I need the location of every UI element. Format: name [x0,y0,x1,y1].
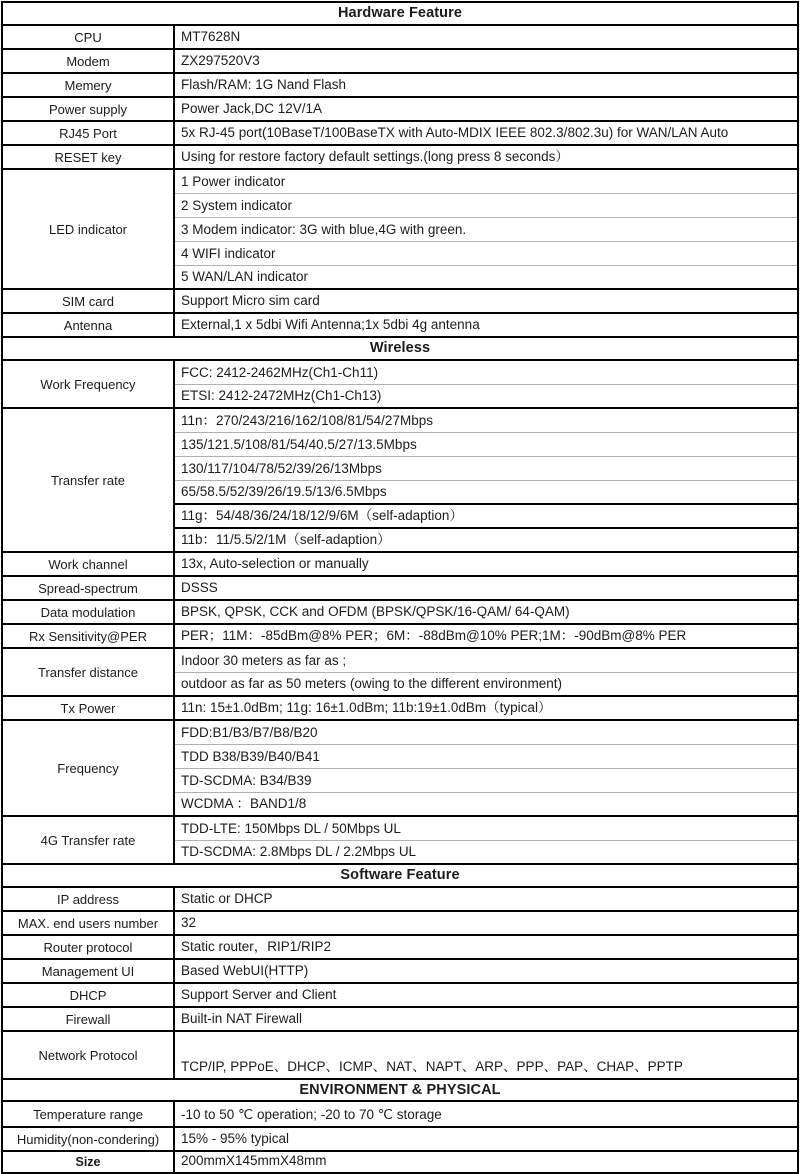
row-value-line: Indoor 30 meters as far as ; [174,648,798,672]
row-value-line: 130/117/104/78/52/39/26/13Mbps [174,456,798,480]
section-header: Hardware Feature [2,2,798,25]
row-value-line: Support Server and Client [174,983,798,1007]
table-row [2,983,798,1007]
table-row [2,935,798,959]
row-value-line: 5 WAN/LAN indicator [174,265,798,289]
table-row [2,911,798,935]
row-value-line: ETSI: 2412-2472MHz(Ch1-Ch13) [174,384,798,408]
row-value-line: Power Jack,DC 12V/1A [174,97,798,121]
row-label: MAX. end users number [2,911,174,935]
row-value-line: BPSK, QPSK, CCK and OFDM (BPSK/QPSK/16-QAM/ 64-QAM) [174,600,798,624]
table-row [2,73,798,97]
row-label: Management UI [2,959,174,983]
section-row [2,1079,798,1101]
row-value-line: Support Micro sim card [174,289,798,313]
row-value-line: TD-SCDMA: 2.8Mbps DL / 2.2Mbps UL [174,840,798,864]
section-row [2,337,798,360]
row-label: Rx Sensitivity@PER [2,624,174,648]
row-value-line: PER；11M：-85dBm@8% PER；6M：-88dBm@10% PER;1M：-90dBm@8% PER [174,624,798,648]
row-value-line: 5x RJ-45 port(10BaseT/100BaseTX with Auto-MDIX IEEE 802.3/802.3u) for WAN/LAN Auto [174,121,798,145]
table-row [2,1151,798,1173]
row-label: RJ45 Port [2,121,174,145]
row-label: Work Frequency [2,360,174,408]
row-value-line: 4 WIFI indicator [174,241,798,265]
row-value-line: FCC: 2412-2462MHz(Ch1-Ch11) [174,360,798,384]
table-row [2,25,798,49]
row-value-line: 200mmX145mmX48mm [174,1151,798,1173]
row-value-line: 11b：11/5.5/2/1M（self-adaption） [174,528,798,552]
row-value-line: Static or DHCP [174,887,798,911]
row-label: Tx Power [2,696,174,720]
row-label: Router protocol [2,935,174,959]
row-value-line: Flash/RAM: 1G Nand Flash [174,73,798,97]
section-row [2,864,798,887]
table-row [2,360,798,384]
row-label: SIM card [2,289,174,313]
row-value-line: FDD:B1/B3/B7/B8/B20 [174,720,798,744]
table-row [2,169,798,193]
row-label: Frequency [2,720,174,816]
row-value-line: 2 System indicator [174,193,798,217]
row-value-line: 11g：54/48/36/24/18/12/9/6M（self-adaption） [174,504,798,528]
row-label: Modem [2,49,174,73]
row-label: Humidity(non-condering) [2,1127,174,1151]
row-value-line: 11n：270/243/216/162/108/81/54/27Mbps [174,408,798,432]
row-label: CPU [2,25,174,49]
row-label: Work channel [2,552,174,576]
table-row [2,600,798,624]
row-value-line: 32 [174,911,798,935]
row-label: IP address [2,887,174,911]
spec-table-body [2,2,798,1173]
table-row [2,816,798,840]
table-row [2,696,798,720]
table-row [2,576,798,600]
table-row [2,1127,798,1151]
table-row [2,1031,798,1055]
row-label: DHCP [2,983,174,1007]
row-value-line: 65/58.5/52/39/26/19.5/13/6.5Mbps [174,480,798,504]
row-value-line: DSSS [174,576,798,600]
table-row [2,1007,798,1031]
row-value-line: 135/121.5/108/81/54/40.5/27/13.5Mbps [174,432,798,456]
table-row [2,648,798,672]
row-value-line: Built-in NAT Firewall [174,1007,798,1031]
row-label: Firewall [2,1007,174,1031]
row-label: Spread-spectrum [2,576,174,600]
row-label: LED indicator [2,169,174,289]
section-row [2,2,798,25]
row-label: Network Protocol [2,1031,174,1079]
table-row [2,887,798,911]
row-value-line: outdoor as far as 50 meters (owing to the different environment) [174,672,798,696]
row-label: Temperature range [2,1101,174,1127]
row-value-line: 13x, Auto-selection or manually [174,552,798,576]
table-row [2,624,798,648]
table-row [2,289,798,313]
row-value-line: 15% - 95% typical [174,1127,798,1151]
table-row [2,313,798,337]
row-value-line: 1 Power indicator [174,169,798,193]
row-value-line: TDD-LTE: 150Mbps DL / 50Mbps UL [174,816,798,840]
row-value-line: WCDMA ：BAND1/8 [174,792,798,816]
row-value-line [174,1031,798,1055]
row-label: Size [2,1151,174,1173]
section-header: Software Feature [2,864,798,887]
section-header: Wireless [2,337,798,360]
table-row [2,720,798,744]
table-row [2,408,798,432]
row-value-line: Static router，RIP1/RIP2 [174,935,798,959]
table-row [2,49,798,73]
table-row [2,552,798,576]
row-value-line: Using for restore factory default settings.(long press 8 seconds） [174,145,798,169]
table-row [2,1101,798,1127]
row-label: 4G Transfer rate [2,816,174,864]
row-label: Transfer distance [2,648,174,696]
row-label: Transfer rate [2,408,174,552]
row-value-line: ZX297520V3 [174,49,798,73]
row-value-line: Based WebUI(HTTP) [174,959,798,983]
row-label: RESET key [2,145,174,169]
section-header: ENVIRONMENT & PHYSICAL [2,1079,798,1101]
row-value-line: MT7628N [174,25,798,49]
row-label: Memery [2,73,174,97]
table-row [2,959,798,983]
spec-table [1,1,799,1174]
table-row [2,121,798,145]
row-value-line: 3 Modem indicator: 3G with blue,4G with green. [174,217,798,241]
row-label: Antenna [2,313,174,337]
row-label: Power supply [2,97,174,121]
row-label: Data modulation [2,600,174,624]
row-value-line: -10 to 50 ℃ operation; -20 to 70 ℃ storage [174,1101,798,1127]
row-value-line: TCP/IP, PPPoE、DHCP、ICMP、NAT、NAPT、ARP、PPP、PAP、CHAP、PPTP [174,1055,798,1079]
row-value-line: 11n: 15±1.0dBm; 11g: 16±1.0dBm; 11b:19±1.0dBm（typical） [174,696,798,720]
row-value-line: External,1 x 5dbi Wifi Antenna;1x 5dbi 4g antenna [174,313,798,337]
row-value-line: TD-SCDMA: B34/B39 [174,768,798,792]
row-value-line: TDD B38/B39/B40/B41 [174,744,798,768]
table-row [2,97,798,121]
table-row [2,145,798,169]
